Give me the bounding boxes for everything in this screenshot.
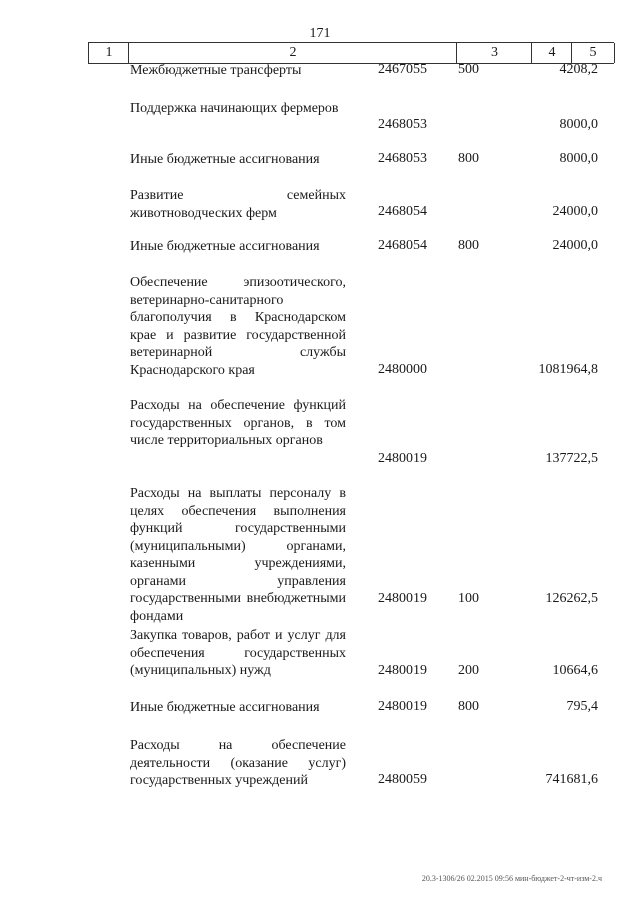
row-name: Иные бюджетные ассигнования <box>130 239 320 254</box>
row-code: 2468053 <box>378 151 427 166</box>
row-type: 800 <box>458 151 479 166</box>
page-number: 171 <box>309 26 331 41</box>
row-amount: 137722,5 <box>545 451 598 466</box>
row-code: 2480019 <box>378 451 427 466</box>
row-amount: 4208,2 <box>559 62 598 77</box>
row-amount: 1081964,8 <box>538 362 598 377</box>
header-col-1: 1 <box>88 43 129 63</box>
row-type: 800 <box>458 238 479 253</box>
row-code: 2468053 <box>378 117 427 132</box>
header-col-3: 3 <box>456 43 532 63</box>
row-name: Расходы на обеспечение деятельности (оказание услуг) государственных учреждений <box>130 738 346 788</box>
row-amount: 8000,0 <box>559 117 598 132</box>
footer-note: 20.3-1306/26 02.2015 09:56 мин-бюджет-2-чт-изм-2.ч <box>421 874 602 883</box>
header-col-2: 2 <box>128 43 457 63</box>
header-col-5: 5 <box>571 43 615 63</box>
row-code: 2480019 <box>378 663 427 678</box>
row-amount: 795,4 <box>566 699 598 714</box>
row-code: 2480000 <box>378 362 427 377</box>
row-code: 2468054 <box>378 238 427 253</box>
row-amount: 24000,0 <box>552 204 598 219</box>
row-code: 2480019 <box>378 699 427 714</box>
row-type: 500 <box>458 62 479 77</box>
row-name: Закупка товаров, работ и услуг для обеспечения государственных (муниципальных) нужд <box>130 628 346 678</box>
header-col-4: 4 <box>531 43 572 63</box>
row-amount: 10664,6 <box>552 663 598 678</box>
row-code: 2480059 <box>378 772 427 787</box>
row-name: Иные бюджетные ассигнования <box>130 700 320 715</box>
row-name: Развитие семейных животноводческих ферм <box>130 188 346 221</box>
row-amount: 126262,5 <box>545 591 598 606</box>
table-header-row <box>88 42 614 64</box>
row-name: Иные бюджетные ассигнования <box>130 152 320 167</box>
row-amount: 8000,0 <box>559 151 598 166</box>
row-amount: 741681,6 <box>545 772 598 787</box>
row-name: Расходы на обеспечение функций государственных органов, в том числе территориальных органов <box>130 398 346 448</box>
row-type: 800 <box>458 699 479 714</box>
row-code: 2480019 <box>378 591 427 606</box>
row-code: 2467055 <box>378 62 427 77</box>
row-type: 100 <box>458 591 479 606</box>
row-name: Поддержка начинающих фермеров <box>130 101 339 116</box>
row-name: Межбюджетные трансферты <box>130 63 302 78</box>
row-name: Расходы на выплаты персоналу в целях обеспечения выполнения функций государственными (муниципальными) органами, казенными учреждениями, органами управления государственными внебюджетными фондами <box>130 486 346 624</box>
row-type: 200 <box>458 663 479 678</box>
row-amount: 24000,0 <box>552 238 598 253</box>
row-name: Обеспечение эпизоотического, ветеринарно-санитарного благополучия в Краснодарском крае и развитие государственной ветеринарной службы Краснодарского края <box>130 275 346 378</box>
row-code: 2468054 <box>378 204 427 219</box>
